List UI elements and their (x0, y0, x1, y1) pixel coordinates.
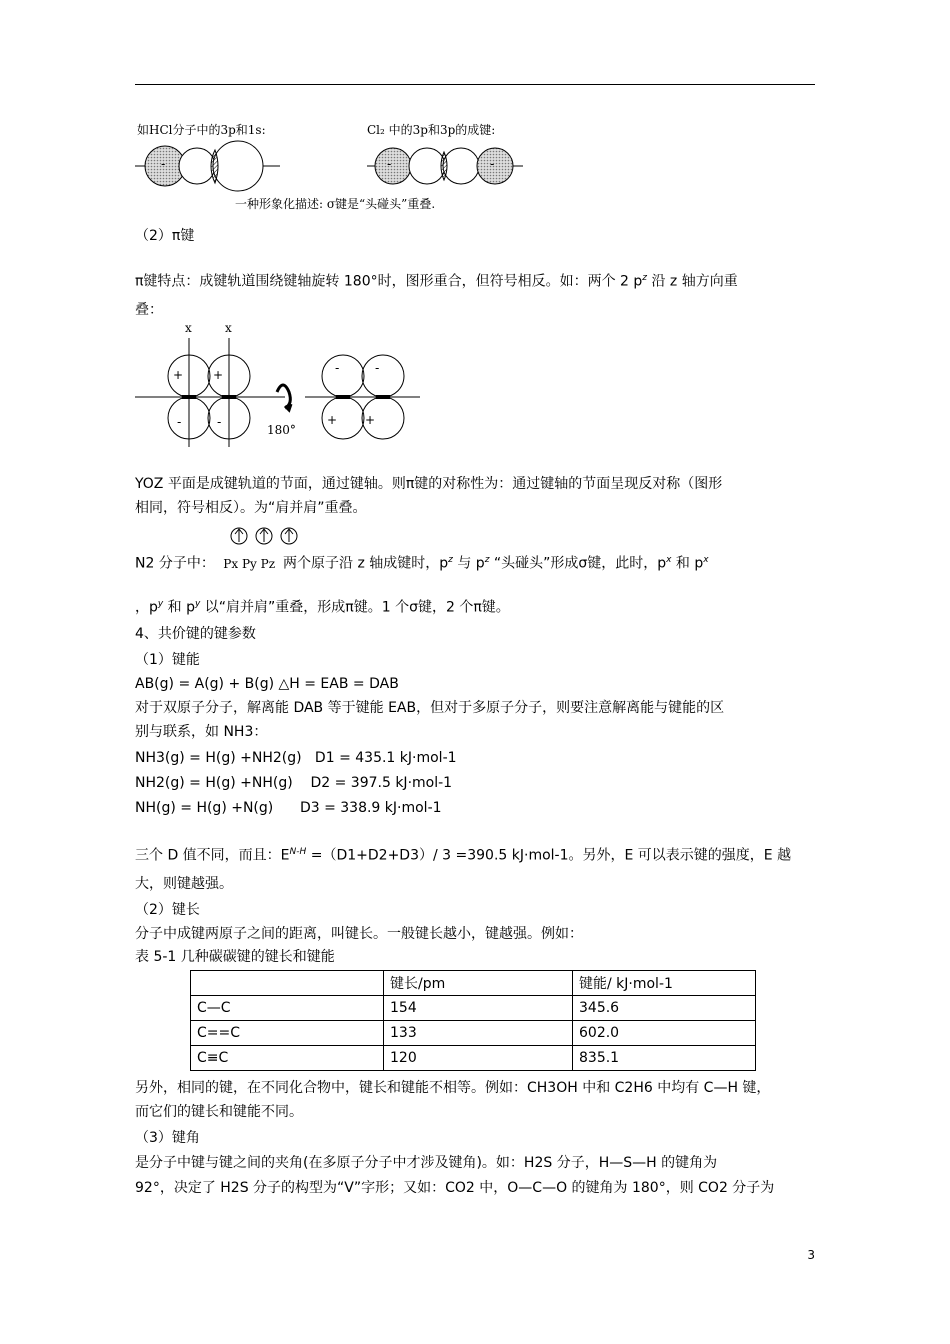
section-4-heading: 4、共价键的键参数 (135, 626, 256, 642)
axis-x-label: x (225, 322, 232, 335)
dissociation-equation: AB(g) = A(g) + B(g) △H = EAB = DAB (135, 676, 399, 692)
header-rule (135, 84, 815, 85)
hcl-caption: 如HCl分子中的3p和1s: (137, 123, 266, 137)
n2-text-d: 和 p (671, 555, 704, 572)
n2-line2-c: 以“肩并肩”重叠，形成π键。1 个σ键，2 个π键。 (200, 599, 510, 616)
nh2-d2: NH2(g) = H(g) +NH(g) D2 = 397.5 kJ·mol-1 (135, 775, 453, 791)
subscript-y: y (157, 599, 164, 609)
energy-para-line2: 别与联系，如 NH3： (135, 724, 268, 740)
n2-prefix: N2 分子中： (135, 555, 215, 572)
after-table-line2: 而它们的键长和键能不同。 (135, 1104, 303, 1120)
table-cell: 120 (384, 1046, 573, 1071)
minus-sign: - (177, 415, 182, 429)
table-caption: 表 5-1 几种碳碳键的键长和键能 (135, 949, 335, 965)
n2-line2 (135, 594, 510, 618)
table-header-cell (191, 971, 384, 996)
plus-sign: + (173, 368, 184, 382)
minus-sign: - (161, 157, 166, 171)
table-cell: C==C (191, 1021, 384, 1046)
bond-angle-line2: 92°，决定了 H2S 分子的构型为“V”字形；又如：CO2 中，O—C—O 的键角为 180°，则 CO2 分子为 (135, 1180, 775, 1196)
minus-sign: - (335, 361, 340, 375)
axis-x-label: x (185, 322, 192, 335)
minus-sign: - (490, 157, 495, 171)
pi-feature-line2: 叠： (135, 302, 163, 318)
bond-angle-heading: （3）键角 (135, 1130, 200, 1146)
average-line1 (135, 842, 791, 866)
n2-text-b: 与 p (452, 555, 485, 572)
table-cell: 835.1 (573, 1046, 756, 1071)
table-row (191, 1046, 756, 1071)
plus-sign: + (365, 413, 376, 427)
table-cell: 345.6 (573, 996, 756, 1021)
minus-sign: - (217, 415, 222, 429)
pi-bond-figure (135, 322, 420, 447)
bond-length-para: 分子中成键两原子之间的距离，叫键长。一般键长越小，键越强。例如： (135, 926, 583, 942)
n2-line2-a: ，p (135, 599, 158, 616)
bond-energy-heading: （1）键能 (135, 652, 200, 668)
average-line2: 大，则键越强。 (135, 876, 233, 892)
table-header-cell: 键能/ kJ·mol-1 (573, 971, 756, 996)
pi-heading: （2）π键 (135, 228, 195, 244)
n2-line2-b: 和 p (163, 599, 196, 616)
subscript-n-h: N-H (289, 847, 307, 857)
subscript-y: y (195, 599, 201, 609)
table-cell: 602.0 (573, 1021, 756, 1046)
sigma-bond-figure (135, 120, 535, 215)
bond-table (190, 970, 756, 1071)
subscript-x: x (703, 555, 709, 565)
page-number: 3 (807, 1248, 815, 1262)
average-text-a: 三个 D 值不同，而且：E (135, 847, 290, 864)
pi-feature-text: π键特点：成键轨道围绕键轴旋转 180°时，图形重合，但符号相反。如：两个 2 p (135, 273, 643, 290)
minus-sign: - (375, 361, 380, 375)
after-table-line1: 另外，相同的键，在不同化合物中，键长和键能不相等。例如：CH3OH 中和 C2H6 中均有 C—H 键， (135, 1080, 771, 1096)
cl2-caption: Cl₂ 中的3p和3p的成键: (367, 123, 496, 137)
nh-d3: NH(g) = H(g) +N(g) D3 = 338.9 kJ·mol-1 (135, 800, 442, 816)
minus-sign: - (387, 157, 392, 171)
energy-para-line1: 对于双原子分子，解离能 DAB 等于键能 EAB，但对于多原子分子，则要注意解离能与键能的区 (135, 700, 725, 716)
table-row (191, 1021, 756, 1046)
table-header-cell: 键长/pm (384, 971, 573, 996)
pi-feature-tail: 沿 z 轴方向重 (647, 273, 738, 290)
table-cell: C—C (191, 996, 384, 1021)
n2-line1 (135, 550, 709, 574)
table-cell: 133 (384, 1021, 573, 1046)
table-row (191, 996, 756, 1021)
yoz-line1: YOZ 平面是成键轨道的节面，通过键轴。则π键的对称性为：通过键轴的节面呈现反对称（图形 (135, 476, 723, 492)
average-text-b: =（D1+D2+D3）/ 3 =390.5 kJ·mol-1。另外，E 可以表示键的强度，E 越 (306, 847, 792, 864)
pi-feature-line1 (135, 268, 738, 292)
sigma-note: 一种形象化描述: σ键是“头碰头”重叠. (235, 197, 436, 211)
n2-text-a: 两个原子沿 z 轴成键时，p (283, 555, 449, 572)
rotation-label: 180° (267, 423, 296, 437)
subscript-z: z (642, 273, 648, 283)
bond-angle-line1: 是分子中键与键之间的夹角(在多原子分子中才涉及键角)。如：H2S 分子，H—S—H 的键角为 (135, 1155, 718, 1171)
nh3-d1: NH3(g) = H(g) +NH2(g) D1 = 435.1 kJ·mol-1 (135, 750, 457, 766)
plus-sign: + (213, 368, 224, 382)
bond-length-heading: （2）键长 (135, 902, 200, 918)
plus-sign: + (327, 413, 338, 427)
n2-orbital-arrows (228, 526, 300, 546)
subscript-z: z (448, 555, 453, 565)
orbital-labels: Px Py Pz (223, 556, 276, 571)
table-cell: C≡C (191, 1046, 384, 1071)
subscript-z: z (484, 555, 490, 565)
subscript-x: x (666, 555, 672, 565)
table-header-row (191, 971, 756, 996)
table-cell: 154 (384, 996, 573, 1021)
yoz-line2: 相同，符号相反）。为“肩并肩”重叠。 (135, 500, 367, 516)
n2-text-c: “头碰头”形成σ键，此时，p (489, 555, 667, 572)
